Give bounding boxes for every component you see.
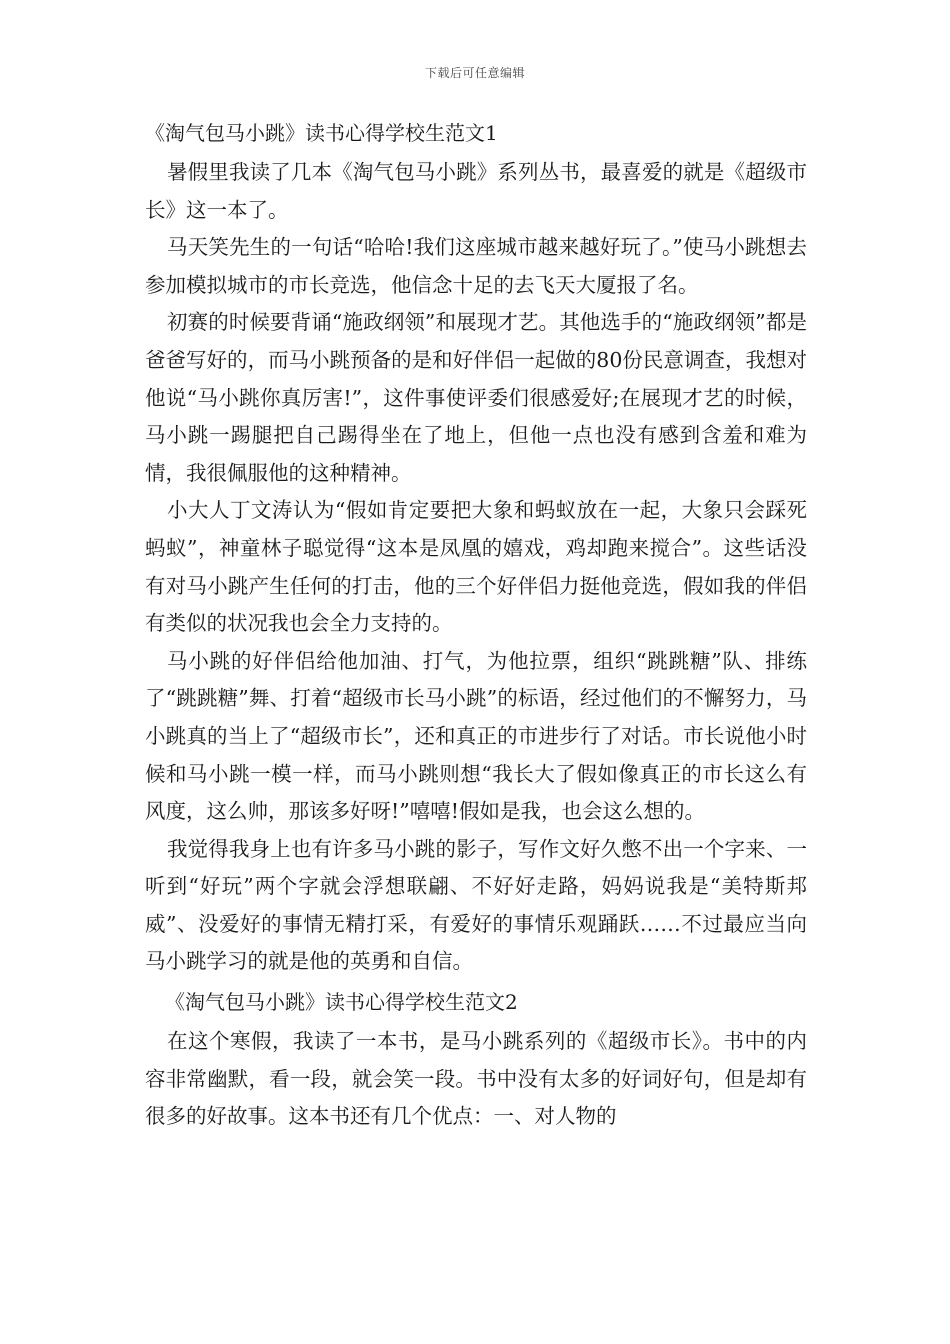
- paragraph: 小大人丁文涛认为“假如肯定要把大象和蚂蚁放在一起，大象只会踩死蚂蚁”，神童林子聪觉得“这本是凤凰的嬉戏，鸡却跑来搅合”。这些话没有对马小跳产生任何的打击，他的三个好伴侣力挺他竞选，假如我的伴侣有类似的状况我也会全力支持的。: [145, 498, 807, 636]
- paragraph: 马天笑先生的一句话“哈哈!我们这座城市越来越好玩了。”使马小跳想去参加模拟城市的市长竞选，他信念十足的去飞天大厦报了名。: [145, 235, 807, 297]
- paragraph: 马小跳的好伴侣给他加油、打气，为他拉票，组织“跳跳糖”队、排练了“跳跳糖”舞、打着“超级市长马小跳”的标语，经过他们的不懈努力，马小跳真的当上了“超级市长”，还和真正的市进步行了对话。市长说他小时候和马小跳一模一样，而马小跳则想“我长大了假如像真正的市长这么有风度，这么帅，那该多好呀!”嘻嘻!假如是我，也会这么想的。: [145, 648, 807, 824]
- article-title-2: 《淘气包马小跳》读书心得学校生范文2: [165, 990, 518, 1015]
- article-title-1: 《淘气包马小跳》读书心得学校生范文1: [145, 121, 498, 145]
- page-header-note: 下载后可任意编辑: [424, 66, 525, 80]
- paragraph: 我觉得我身上也有许多马小跳的影子，写作文好久憋不出一个字来、一听到“好玩”两个字就会浮想联翩、不好好走路，妈妈说我是“美特斯邦威”、没爱好的事情无精打采，有爱好的事情乐观踊跃……不过最应当向马小跳学习的就是他的英勇和自信。: [145, 836, 807, 974]
- paragraph: 在这个寒假，我读了一本书，是马小跳系列的《超级市长》。书中的内容非常幽默，看一段，就会笑一段。书中没有太多的好词好句，但是却有很多的好故事。这本书还有几个优点：一、对人物的: [145, 1029, 807, 1129]
- paragraph: 初赛的时候要背诵“施政纲领”和展现才艺。其他选手的“施政纲领”都是爸爸写好的，而马小跳预备的是和好伴侣一起做的80份民意调查，我想对他说“马小跳你真厉害!”，这件事使评委们很感爱好;在展现才艺的时候，马小跳一踢腿把自己踢得坐在了地上，但他一点也没有感到含羞和难为情，我很佩服他的这种精神。: [145, 310, 807, 485]
- document-body: [145, 118, 807, 1136]
- paragraph: 暑假里我读了几本《淘气包马小跳》系列丛书，最喜爱的就是《超级市长》这一本了。: [145, 160, 807, 222]
